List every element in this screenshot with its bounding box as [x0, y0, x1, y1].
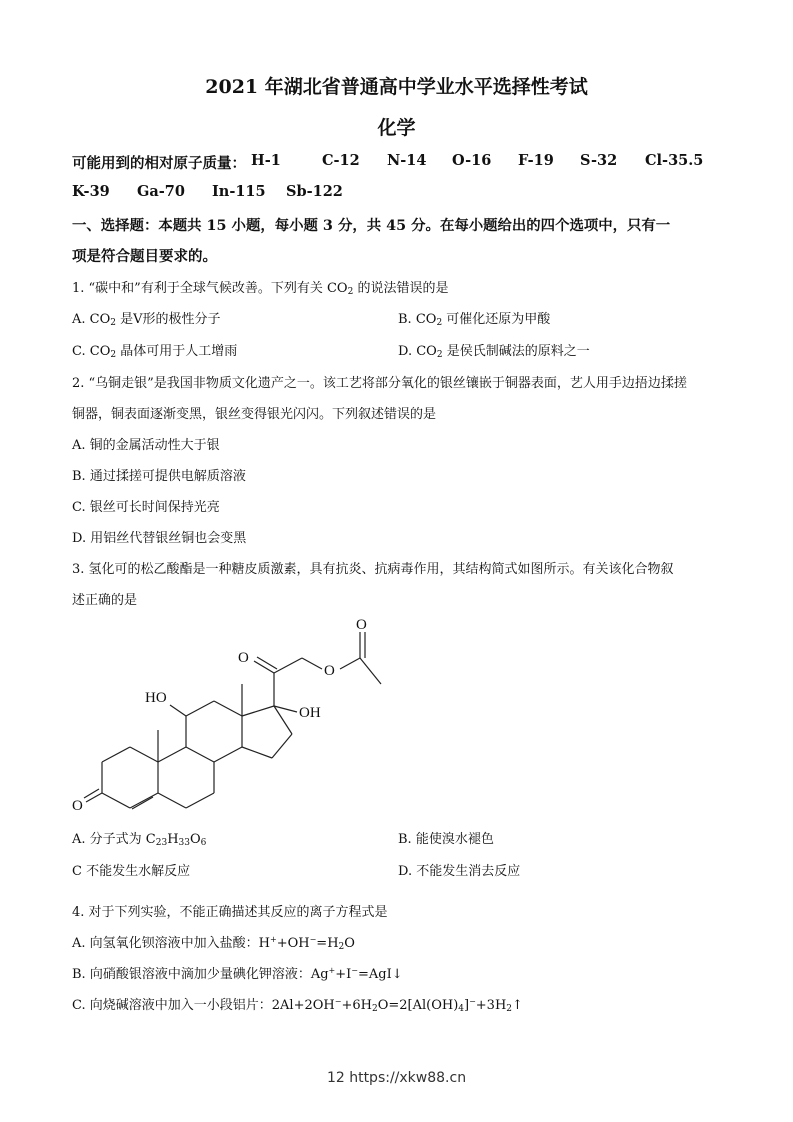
oh-label: OH	[299, 705, 321, 721]
q3-option-c[interactable]: C 不能发生水解反应	[72, 864, 191, 879]
q2-stem-line2: 铜器，铜表面逐渐变黑，银丝变得银光闪闪。下列叙述错误的是	[72, 407, 437, 422]
atomic-mass-h: H-1	[251, 152, 281, 169]
q4-option-a[interactable]: A. 向氢氧化钡溶液中加入盐酸：$H^++OH^-=H_2O$	[72, 935, 355, 952]
q2-stem-line1: 2. “乌铜走银”是我国非物质文化遗产之一。该工艺将部分氧化的银丝镶嵌于铜器表面，艺人用手边捂边揉搓	[72, 376, 687, 391]
atomic-mass-c: C-12	[322, 152, 360, 169]
q2-option-d[interactable]: D. 用铝丝代替银丝铜也会变黑	[72, 531, 247, 546]
q1-stem: 1. “碳中和”有利于全球气候改善。下列有关 $CO_2$ 的说法错误的是	[72, 281, 449, 297]
q3-stem-line1: 3. 氢化可的松乙酸酯是一种糖皮质激素，具有抗炎、抗病毒作用，其结构简式如图所示。有关该化合物叙	[72, 562, 674, 577]
section-heading-line2: 项是符合题目要求的。	[72, 248, 217, 265]
q4-option-c[interactable]: C. 向烧碱溶液中加入一小段铝片：$2Al+2OH^-+6H_2O=2[Al(OH)_4]^-+3H_2↑$	[72, 997, 523, 1014]
q1-option-a[interactable]: A. $CO_2$ 是Ⅴ形的极性分子	[72, 312, 221, 328]
ketone-oxygen-label: O	[238, 650, 249, 666]
q1-option-b[interactable]: B. $CO_2$ 可催化还原为甲酸	[398, 312, 551, 328]
q2-option-c[interactable]: C. 银丝可长时间保持光亮	[72, 500, 220, 515]
atomic-mass-ga: Ga-70	[137, 183, 185, 200]
subject-title: 化学	[377, 117, 416, 139]
q2-option-a[interactable]: A. 铜的金属活动性大于银	[72, 438, 220, 453]
atomic-mass-intro: 可能用到的相对原子质量：	[72, 155, 246, 172]
q3-option-b[interactable]: B. 能使溴水褪色	[398, 832, 494, 847]
section-heading-line1: 一、选择题：本题共 15 小题，每小题 3 分，共 45 分。在每小题给出的四个选项中，只有一	[72, 217, 671, 234]
q1-option-d[interactable]: D. $CO_2$ 是侯氏制碱法的原料之一	[398, 344, 590, 360]
ho-label: HO	[145, 690, 167, 706]
atomic-mass-cl: Cl-35.5	[645, 152, 704, 169]
molecule-skeleton	[84, 632, 381, 809]
atomic-mass-sb: Sb-122	[286, 183, 343, 200]
page-footer: 12 https://xkw88.cn	[326, 1070, 467, 1086]
atomic-mass-k: K-39	[72, 183, 110, 200]
q3-stem-line2: 述正确的是	[72, 593, 138, 608]
atomic-mass-o: O-16	[452, 152, 492, 169]
q1-option-c[interactable]: C. $CO_2$ 晶体可用于人工增雨	[72, 344, 238, 360]
exam-title: 2021 年湖北省普通高中学业水平选择性考试	[205, 76, 588, 98]
atomic-mass-f: F-19	[518, 152, 554, 169]
atomic-mass-in: In-115	[212, 183, 266, 200]
atomic-mass-s: S-32	[580, 152, 618, 169]
q4-option-b[interactable]: B. 向硝酸银溶液中滴加少量碘化钾溶液：Ag++I−=AgI↓	[72, 966, 403, 982]
q3-option-a[interactable]: A. 分子式为 $C_{23}H_{33}O_6$	[72, 832, 207, 848]
atomic-mass-n: N-14	[387, 152, 427, 169]
ring-oxygen-label: O	[72, 798, 83, 814]
q4-stem: 4. 对于下列实验，不能正确描述其反应的离子方程式是	[72, 905, 388, 920]
ester-oxygen-label: O	[324, 663, 335, 679]
q3-option-d[interactable]: D. 不能发生消去反应	[398, 864, 521, 879]
carbonyl-oxygen-label: O	[356, 617, 367, 633]
q2-option-b[interactable]: B. 通过揉搓可提供电解质溶液	[72, 469, 246, 484]
